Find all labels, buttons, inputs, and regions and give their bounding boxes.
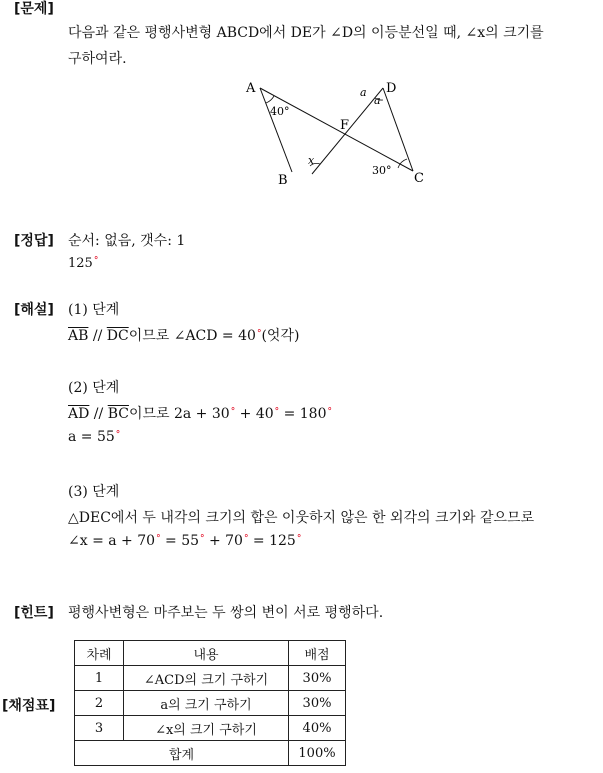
step1-line: [68, 325, 299, 345]
hint-text: 평행사변형은 마주보는 두 쌍의 변이 서로 평행하다.: [68, 605, 384, 621]
degree-mark: °: [327, 407, 332, 417]
degree-mark: °: [274, 407, 280, 417]
step3-line-1: △DEC에서 두 내각의 크기의 합은 이웃하지 않은 한 외각의 크기와 같으므로: [68, 510, 535, 526]
total-points: 100%: [289, 741, 346, 766]
problem-line-2: 구하여라.: [68, 51, 127, 67]
problem-tag: [문제]: [14, 1, 54, 17]
label-A: A: [246, 81, 256, 96]
parallel-symbol: //: [93, 406, 104, 422]
step3-part-d: = 125: [248, 533, 296, 549]
step2-text-c: = 180: [279, 406, 327, 422]
step3-part-b: = 55: [160, 533, 200, 549]
total-label: 합계: [75, 741, 289, 766]
header-cell: 배점: [289, 641, 346, 666]
row-points: 40%: [289, 716, 346, 741]
label-D: D: [386, 81, 397, 96]
table-row: [75, 716, 346, 741]
answer-value-line: [68, 256, 98, 271]
degree-mark: °: [296, 534, 302, 544]
segment-AC: [260, 88, 413, 171]
parallel-symbol: //: [92, 328, 103, 344]
angle-A-label: 40°: [270, 105, 290, 118]
row-content: ∠x의 크기 구하기: [124, 716, 289, 741]
row-content: ∠ACD의 크기 구하기: [124, 666, 289, 691]
degree-mark: °: [256, 329, 262, 339]
grading-tag: [채점표]: [2, 698, 56, 714]
table-header-row: [75, 641, 346, 666]
degree-mark: °: [230, 407, 236, 417]
explanation-tag: [해설]: [14, 302, 54, 318]
step2-result-line: [68, 429, 120, 445]
angle-C-label: 30°: [372, 164, 392, 177]
row-number: 1: [75, 666, 124, 691]
segment-AB-label: $\overline{AB}$: [68, 328, 89, 344]
grading-table: [74, 640, 346, 766]
degree-mark: °: [243, 534, 249, 544]
angle-x-label: x: [308, 154, 315, 167]
step1-text: 이므로 ∠ACD = 40: [128, 328, 256, 344]
answer-order-line: 순서: 없음, 갯수: 1: [68, 233, 186, 249]
step2-text-b: + 40: [235, 406, 274, 422]
label-C: C: [414, 171, 424, 186]
table-total-row: [75, 741, 346, 766]
step1-tail: (엇각): [261, 328, 300, 344]
segment-DC-label: $\overline{DC}$: [106, 328, 129, 344]
problem-line-1: 다음과 같은 평행사변형 ABCD에서 DE가 ∠D의 이등분선일 때, ∠x의 크기를: [68, 25, 544, 41]
answer-value: 125: [68, 256, 93, 271]
row-number: 2: [75, 691, 124, 716]
segment-DC: [383, 88, 413, 171]
row-points: 30%: [289, 691, 346, 716]
header-cell: 차례: [75, 641, 124, 666]
step2-title: (2) 단계: [68, 380, 120, 396]
table-row: [75, 666, 346, 691]
degree-mark: °: [93, 256, 99, 266]
table-row: [75, 691, 346, 716]
step3-part-c: + 70: [204, 533, 243, 549]
parallelogram-figure: [240, 74, 440, 189]
degree-mark: °: [200, 534, 205, 544]
angle-a-label-1: a: [360, 86, 367, 99]
answer-tag: [정답]: [14, 233, 54, 249]
header-cell: 내용: [124, 641, 289, 666]
row-content: a의 크기 구하기: [124, 691, 289, 716]
segment-AD-label: $\overline{AD}$: [68, 406, 90, 422]
degree-mark: °: [156, 534, 161, 544]
row-number: 3: [75, 716, 124, 741]
hint-tag: [힌트]: [14, 605, 54, 621]
segment-BC-label: $\overline{BC}$: [107, 406, 129, 422]
arc-A: [266, 96, 274, 103]
degree-mark: °: [115, 430, 121, 440]
step2-text-a: 이므로 2a + 30: [128, 406, 230, 422]
step3-title: (3) 단계: [68, 484, 120, 500]
step2-line: [68, 403, 332, 423]
row-points: 30%: [289, 666, 346, 691]
angle-a-label-2: a: [374, 94, 381, 107]
label-B: B: [278, 173, 288, 188]
label-F: F: [340, 118, 350, 133]
step3-line-2: [68, 533, 301, 549]
step2-result: a = 55: [68, 429, 115, 445]
segment-AB: [260, 88, 292, 172]
step3-part-a: ∠x = a + 70: [68, 533, 156, 549]
step1-title: (1) 단계: [68, 302, 120, 318]
